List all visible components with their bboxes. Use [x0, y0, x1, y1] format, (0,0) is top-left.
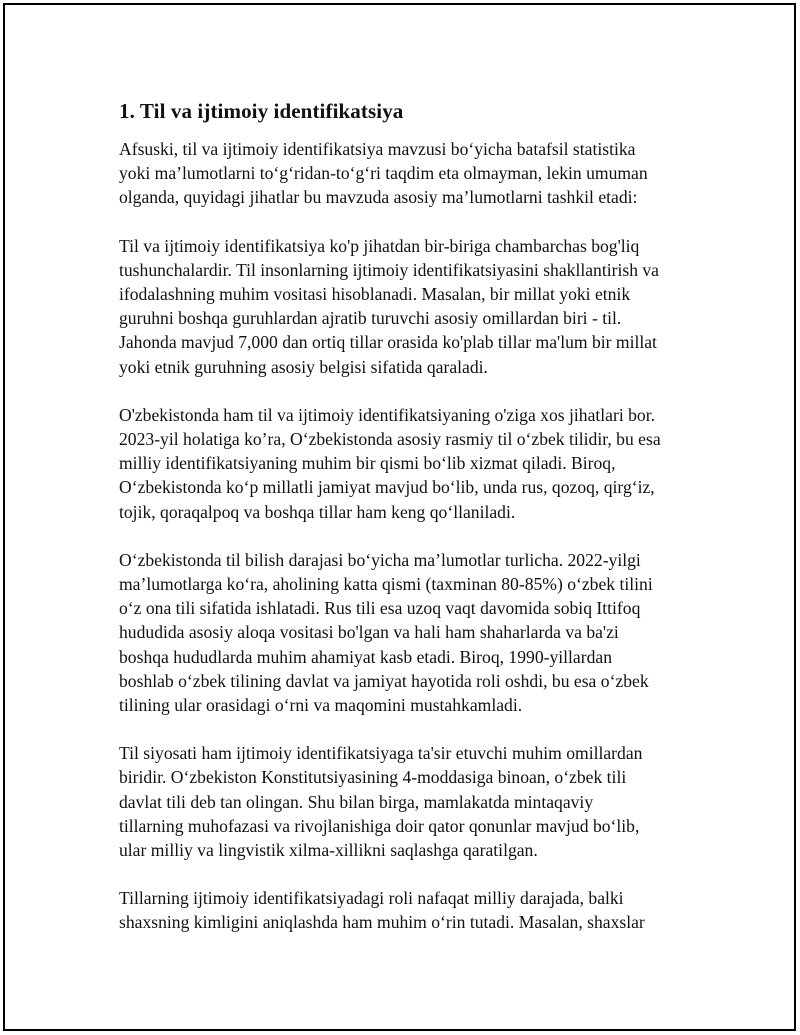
paragraph	[119, 137, 689, 210]
paragraph-line: Oʻzbekistonda til bilish darajasi boʻyicha maʼlumotlar turlicha. 2022-yilgi	[119, 549, 641, 570]
paragraph-line: 2023-yil holatiga ko’ra, Oʻzbekistonda asosiy rasmiy til oʻzbek tilidir, bu esa	[119, 429, 661, 450]
paragraph	[119, 548, 689, 717]
paragraph-line: Til va ijtimoiy identifikatsiya ko'p jihatdan bir-biriga chambarchas bog'liq	[119, 235, 640, 256]
paragraph-line: tillarning muhofazasi va rivojlanishiga doir qator qonunlar mavjud boʻlib,	[119, 815, 640, 836]
paragraph-line: ular milliy va lingvistik xilma-xillikni saqlashga qaratilgan.	[119, 840, 538, 861]
paragraph	[119, 741, 689, 862]
paragraph-line: olganda, quyidagi jihatlar bu mavzuda asosiy maʼlumotlarni tashkil etadi:	[119, 187, 638, 208]
paragraph-line: maʼlumotlarga koʻra, aholining katta qismi (taxminan 80-85%) oʻzbek tilini	[119, 574, 653, 595]
paragraph-line: guruhni boshqa guruhlardan ajratib turuvchi asosiy omillardan biri - til.	[119, 308, 622, 329]
paragraph	[119, 234, 689, 379]
paragraph-line: Afsuski, til va ijtimoiy identifikatsiya mavzusi boʻyicha batafsil statistika	[119, 139, 636, 159]
paragraph-line: boshqa hududlarda muhim ahamiyat kasb etadi. Biroq, 1990-yillardan	[119, 646, 613, 667]
paragraph-line: yoki maʼlumotlarni toʻgʻridan-toʻgʻri taqdim eta olmayman, lekin umuman	[119, 163, 648, 184]
paragraph-line: yoki etnik guruhning asosiy belgisi sifatida qaraladi.	[119, 356, 488, 377]
document-body	[119, 97, 689, 959]
paragraph-line: Jahonda mavjud 7,000 dan ortiq tillar orasida ko'plab tillar ma'lum bir millat	[119, 332, 657, 353]
paragraph-line: oʻz ona tili sifatida ishlatadi. Rus tili esa uzoq vaqt davomida sobiq Ittifoq	[119, 598, 641, 619]
paragraph	[119, 886, 689, 934]
paragraph-line: tojik, qoraqalpoq va boshqa tillar ham keng qoʻllaniladi.	[119, 501, 516, 522]
paragraph-line: Oʻzbekistonda koʻp millatli jamiyat mavjud boʻlib, unda rus, qozoq, qirgʻiz,	[119, 477, 655, 498]
paragraph-line: boshlab oʻzbek tilining davlat va jamiyat hayotida roli oshdi, bu esa oʻzbek	[119, 670, 649, 691]
paragraph-line: milliy identifikatsiyaning muhim bir qismi boʻlib xizmat qiladi. Biroq,	[119, 453, 616, 474]
paragraph-line: shaxsning kimligini aniqlashda ham muhim oʻrin tutadi. Masalan, shaxslar	[119, 912, 645, 933]
paragraph-line: Tillarning ijtimoiy identifikatsiyadagi roli nafaqat milliy darajada, balki	[119, 888, 624, 909]
paragraph-line: ifodalashning muhim vositasi hisoblanadi. Masalan, bir millat yoki etnik	[119, 284, 631, 305]
paragraph-line: Til siyosati ham ijtimoiy identifikatsiyaga ta'sir etuvchi muhim omillardan	[119, 743, 643, 764]
paragraph-line: biridir. Oʻzbekiston Konstitutsiyasining 4-moddasiga binoan, oʻzbek tili	[119, 767, 627, 788]
paragraph-line: O'zbekistonda ham til va ijtimoiy identifikatsiyaning o'ziga xos jihatlari bor.	[119, 404, 656, 425]
paragraph	[119, 403, 689, 524]
paragraph-line: tilining ular orasidagi oʻrni va maqomini mustahkamladi.	[119, 695, 523, 716]
paragraph-line: davlat tili deb tan olingan. Shu bilan birga, mamlakatda mintaqaviy	[119, 791, 594, 812]
section-heading: 1. Til va ijtimoiy identifikatsiya	[119, 99, 404, 123]
document-page	[3, 3, 796, 1031]
paragraph-line: hududida asosiy aloqa vositasi bo'lgan va hali ham shaharlarda va ba'zi	[119, 622, 619, 643]
paragraph-list	[119, 137, 689, 935]
paragraph-line: tushunchalardir. Til insonlarning ijtimoiy identifikatsiyasini shakllantirish va	[119, 259, 659, 280]
